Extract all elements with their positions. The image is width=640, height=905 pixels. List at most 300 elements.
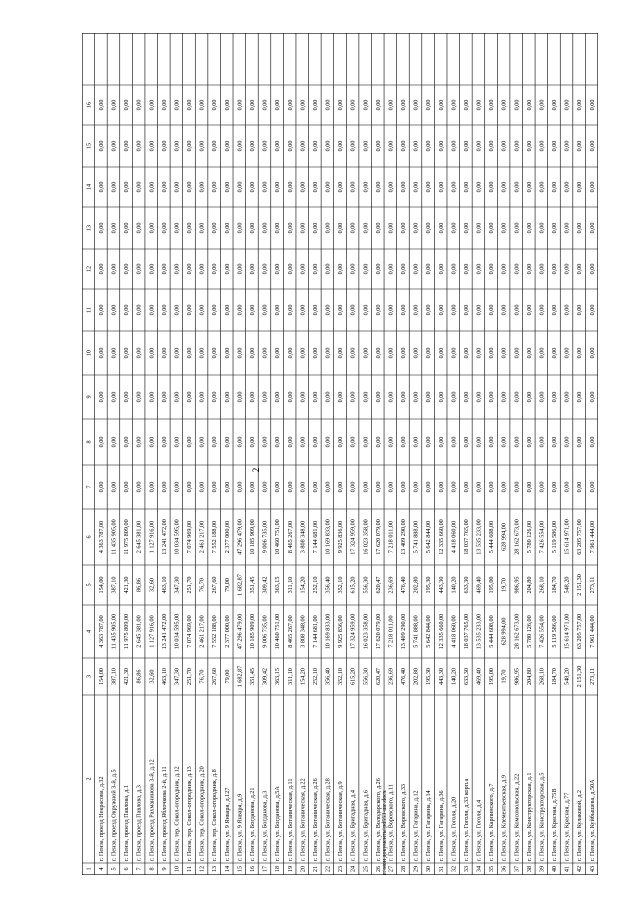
table-cell: 0,00 (551, 391, 559, 403)
table-cell: 0,00 (387, 263, 395, 275)
table-cell: 0,00 (349, 140, 357, 152)
table-cell: 0,00 (160, 436, 168, 448)
table-cell: 0,00 (110, 436, 118, 448)
table-cell: 0,00 (374, 436, 382, 448)
table-cell: 463,10 (160, 576, 168, 594)
table-cell: 0,00 (311, 181, 319, 193)
table-cell: 25 (362, 865, 370, 873)
address-cell: г. Пенза, ул. Ботаническая, д.22 (299, 778, 307, 861)
table-cell: 351,45 (249, 667, 257, 686)
table-cell: 0,00 (110, 99, 118, 111)
table-cell: 0,00 (362, 140, 370, 152)
table-cell: 0,00 (173, 436, 181, 448)
table-cell: 16 023 358,00 (362, 519, 370, 555)
table-cell: 34 (475, 865, 483, 873)
table-cell: 0,00 (236, 140, 244, 152)
table-cell: 13 241 472,00 (160, 519, 168, 555)
table-cell: 0,00 (249, 347, 257, 359)
table-cell: 0,00 (513, 436, 521, 448)
table-cell: 5 780 126,00 (525, 520, 533, 554)
address-cell: г. Пенза, ул. Воровского, д.11 (387, 784, 395, 861)
address-cell: г. Пенза, ул. Красная, д.77 (563, 792, 571, 861)
table-cell: 0,00 (400, 347, 408, 359)
table-cell: 356,40 (324, 667, 332, 686)
table-cell: 0,00 (223, 304, 231, 316)
table-cell: 0,00 (400, 140, 408, 152)
table-cell: 0,00 (249, 391, 257, 403)
header-cell: 13 (85, 224, 93, 232)
table-cell: 0,00 (374, 263, 382, 275)
table-cell: 0,00 (588, 304, 596, 316)
address-cell: г. Пенза, ул. Ботаническая, д.11 (286, 778, 294, 861)
table-cell: 0,00 (462, 391, 470, 403)
header-cell: 5 (85, 583, 93, 587)
table-cell: 0,00 (123, 391, 131, 403)
header-cell: 9 (85, 395, 93, 399)
table-cell: 0,00 (97, 222, 105, 234)
address-cell: г. Пенза, ул. Гагарина, д.12 (412, 790, 420, 861)
table-cell: 0,00 (160, 140, 168, 152)
table-cell: 0,00 (261, 304, 269, 316)
table-cell: 0,00 (198, 99, 206, 111)
table-cell: 0,00 (223, 391, 231, 403)
table-cell: 0,00 (186, 436, 194, 448)
table-cell: 0,00 (425, 347, 433, 359)
table-cell: 0,00 (513, 222, 521, 234)
table-cell: 0,00 (462, 181, 470, 193)
table-cell: 0,00 (387, 436, 395, 448)
table-cell: 0,00 (475, 222, 483, 234)
table-cell: 0,00 (160, 347, 168, 359)
table-cell: 0,00 (186, 140, 194, 152)
table-cell: 79,00 (223, 669, 231, 684)
table-cell: 0,00 (538, 222, 546, 234)
table-cell: 0,00 (400, 222, 408, 234)
table-cell: 268,10 (538, 576, 546, 594)
table-cell: 0,00 (286, 222, 294, 234)
table-cell: 0,00 (286, 347, 294, 359)
table-cell: 267,60 (211, 576, 219, 594)
table-cell: 28 162 673,00 (513, 519, 521, 555)
table-cell: 13 535 233,00 (475, 613, 483, 650)
table-cell: 0,00 (525, 181, 533, 193)
table-cell: 347,30 (173, 667, 181, 686)
table-cell: 0,00 (299, 436, 307, 448)
table-cell: 421,30 (123, 667, 131, 686)
table-cell: 0,00 (425, 181, 433, 193)
table-cell: 0,00 (261, 481, 269, 493)
table-cell: 0,00 (286, 263, 294, 275)
table-cell: 76,70 (198, 669, 206, 684)
table-cell: 443,30 (437, 576, 445, 594)
table-cell: 0,00 (488, 436, 496, 448)
table-cell: 0,00 (311, 391, 319, 403)
table-cell: 0,00 (337, 304, 345, 316)
table-cell: 0,00 (437, 222, 445, 234)
table-cell: 0,00 (299, 391, 307, 403)
table-cell: 0,00 (563, 347, 571, 359)
table-cell: 443,30 (437, 667, 445, 686)
header-cell: 10 (85, 349, 93, 357)
table-cell: 0,00 (374, 140, 382, 152)
table-cell: 7 (135, 867, 143, 871)
table-cell: 273,11 (588, 668, 596, 685)
table-cell: 0,00 (551, 99, 559, 111)
table-cell: 0,00 (110, 481, 118, 493)
table-cell: 0,00 (475, 481, 483, 493)
address-cell: г. Пенза, ул. Володарского, д.26 (374, 778, 382, 861)
table-cell: 0,00 (412, 181, 420, 193)
table-cell: 0,00 (576, 304, 584, 316)
table-cell: 5 741 888,00 (412, 520, 420, 554)
table-cell: 363,15 (274, 576, 282, 594)
table-cell: 0,00 (425, 140, 433, 152)
table-cell: 3 808 348,00 (299, 615, 307, 648)
table-cell: 0,00 (135, 391, 143, 403)
table-cell: 15 (236, 865, 244, 873)
table-cell: 10 185 909,00 (249, 613, 257, 650)
table-cell: 0,00 (110, 347, 118, 359)
table-cell: 0,00 (236, 181, 244, 193)
table-cell: 2 461 217,00 (198, 520, 206, 554)
table-cell: 0,00 (97, 181, 105, 193)
table-cell: 0,00 (123, 347, 131, 359)
table-cell: 0,00 (387, 481, 395, 493)
table-cell: 0,00 (286, 304, 294, 316)
address-cell: г. Пенза, ул. Богданова, д.21 (249, 787, 257, 861)
table-cell: 0,00 (198, 181, 206, 193)
table-cell: 0,00 (299, 263, 307, 275)
table-cell: 20 (299, 865, 307, 873)
table-cell: 0,00 (374, 99, 382, 111)
table-cell: 0,00 (563, 222, 571, 234)
table-cell: 0,00 (286, 181, 294, 193)
table-cell: 17 (261, 865, 269, 873)
table-cell: 0,00 (551, 436, 559, 448)
table-cell: 7 074 969,00 (186, 520, 194, 554)
table-cell: 0,00 (223, 263, 231, 275)
header-cell: 6 (85, 535, 93, 539)
table-cell: 2 151,30 (576, 574, 584, 596)
table-cell: 0,00 (576, 181, 584, 193)
table-cell: 0,00 (148, 436, 156, 448)
address-cell: г. Пенза, ул. Бригадная, д.6 (362, 790, 370, 861)
table-cell: 0,00 (186, 222, 194, 234)
table-cell: 0,00 (261, 347, 269, 359)
table-cell: 0,00 (475, 436, 483, 448)
table-cell: 0,00 (538, 391, 546, 403)
table-cell: 0,00 (148, 481, 156, 493)
table-cell: 9 925 836,00 (337, 615, 345, 648)
table-cell: 28 (400, 865, 408, 873)
table-cell: 15 614 971,00 (563, 613, 571, 650)
table-cell: 0,00 (173, 140, 181, 152)
table-cell: 17 620 079,00 (374, 613, 382, 650)
table-cell: 0,00 (500, 391, 508, 403)
address-cell: г. Пенза, ул. Кулаковой, д.2 (576, 789, 584, 861)
table-cell: 1 682,87 (236, 665, 244, 688)
table-cell: 0,00 (462, 263, 470, 275)
table-cell: 351,45 (249, 576, 257, 594)
table-cell: 202,80 (412, 576, 420, 594)
table-cell: 26 (374, 865, 382, 873)
table-cell: 0,00 (349, 263, 357, 275)
table-cell: 421,30 (123, 576, 131, 594)
table-cell: 0,00 (135, 304, 143, 316)
table-cell: 3 808 348,00 (299, 520, 307, 554)
table-cell: 0,00 (173, 99, 181, 111)
table-cell: 0,00 (211, 436, 219, 448)
table-cell: 0,00 (400, 181, 408, 193)
table-cell: 0,00 (324, 263, 332, 275)
table-cell: 9 925 836,00 (337, 520, 345, 554)
table-cell: 0,00 (551, 347, 559, 359)
table-cell: 31 (437, 865, 445, 873)
table-cell: 140,20 (450, 576, 458, 594)
table-cell: 18 037 765,00 (462, 519, 470, 555)
table-cell: 0,00 (525, 347, 533, 359)
table-cell: 0,00 (299, 304, 307, 316)
table-cell: 0,00 (437, 181, 445, 193)
table-cell: 0,00 (274, 99, 282, 111)
header-cell: 2 (85, 777, 93, 781)
table-cell: 18 (274, 865, 282, 873)
table-cell: 0,00 (425, 391, 433, 403)
table-cell: 0,00 (173, 391, 181, 403)
table-cell: 0,00 (500, 222, 508, 234)
table-cell: 0,00 (576, 140, 584, 152)
table-cell: 0,00 (211, 99, 219, 111)
table-cell: 0,00 (135, 140, 143, 152)
table-cell: 615,20 (349, 576, 357, 594)
table-cell: 0,00 (160, 181, 168, 193)
table-cell: 11 435 905,00 (110, 613, 118, 650)
table-cell: 11 975 809,00 (123, 613, 131, 650)
address-cell: г. Пенза, ул. Ботаническая, д.26 (311, 778, 319, 861)
table-cell: 0,00 (437, 263, 445, 275)
table-cell: 0,00 (450, 347, 458, 359)
table-cell: 0,00 (387, 222, 395, 234)
table-cell: 0,00 (110, 304, 118, 316)
table-cell: 5 444 608,00 (488, 615, 496, 648)
table-cell: 0,00 (223, 181, 231, 193)
table-cell: 0,00 (211, 347, 219, 359)
table-cell: 0,00 (576, 222, 584, 234)
table-cell: 0,00 (97, 481, 105, 493)
table-cell: 309,42 (261, 576, 269, 594)
address-cell: г. Пенза, тер. Сокол-огородник, д.20 (198, 766, 206, 861)
table-cell: 29 (412, 865, 420, 873)
table-cell: 0,00 (123, 222, 131, 234)
table-cell: 0,00 (362, 391, 370, 403)
table-cell: 0,00 (173, 481, 181, 493)
table-cell: 0,00 (412, 347, 420, 359)
table-cell: 0,00 (488, 140, 496, 152)
table-cell: 0,00 (324, 347, 332, 359)
table-cell: 32 (450, 865, 458, 873)
table-cell: 469,40 (475, 667, 483, 686)
table-cell: 7 426 554,00 (538, 520, 546, 554)
table-cell: 0,00 (488, 481, 496, 493)
table-cell: 195,30 (425, 667, 433, 686)
table-cell: 0,00 (488, 263, 496, 275)
table-cell: 0,00 (236, 481, 244, 493)
table-cell: 0,00 (311, 263, 319, 275)
table-cell: 267,60 (211, 667, 219, 686)
table-cell: 0,00 (525, 263, 533, 275)
table-cell: 620,47 (374, 576, 382, 594)
table-cell: 6 (123, 867, 131, 871)
table-cell: 0,00 (249, 481, 257, 493)
table-cell: 0,00 (513, 181, 521, 193)
table-cell: 0,00 (349, 222, 357, 234)
table-cell: 0,00 (299, 140, 307, 152)
table-cell: 387,10 (110, 667, 118, 686)
table-cell: 0,00 (400, 436, 408, 448)
address-cell: г. Пенза, ул. Куйбышева, д.50А (588, 779, 596, 861)
table-cell: 476,40 (400, 576, 408, 594)
table-cell: 0,00 (563, 436, 571, 448)
table-cell: 252,10 (311, 576, 319, 594)
table-cell: 0,00 (462, 222, 470, 234)
table-cell: 5 119 586,00 (551, 520, 559, 554)
address-cell: г. Пенза, ул. 9 Января, д.9 (236, 793, 244, 861)
table-cell: 0,00 (349, 347, 357, 359)
table-cell: 0,00 (374, 347, 382, 359)
table-cell: 0,00 (198, 222, 206, 234)
table-cell: 7 074 969,00 (186, 615, 194, 648)
table-cell: 7 961 444,00 (588, 520, 596, 554)
table-cell: 0,00 (110, 181, 118, 193)
table-cell: 0,00 (236, 99, 244, 111)
table-cell: 0,00 (437, 347, 445, 359)
address-cell: г. Пенза, проезд Рахманинова 3-й, д.12 (148, 759, 156, 861)
address-cell: г. Пенза, тер. Сокол-огородник, д.12 (173, 766, 181, 861)
table-cell: 17 324 959,00 (349, 519, 357, 555)
table-cell: 0,00 (223, 140, 231, 152)
table-cell: 0,00 (274, 391, 282, 403)
address-cell: г. Пенза, ул. 9 Января, д.127 (223, 787, 231, 861)
table-cell: 0,00 (462, 304, 470, 316)
table-cell: 0,00 (450, 140, 458, 152)
table-cell: 7 961 444,00 (588, 615, 596, 648)
table-cell: 0,00 (576, 263, 584, 275)
table-cell: 7 218 011,00 (387, 520, 395, 554)
table-cell: 0,00 (135, 481, 143, 493)
table-cell: 633,30 (462, 576, 470, 594)
table-cell: 0,00 (576, 436, 584, 448)
table-cell: 0,00 (387, 140, 395, 152)
table-cell: 0,00 (223, 436, 231, 448)
table-cell: 0,00 (437, 436, 445, 448)
table-cell: 251,70 (186, 576, 194, 594)
table-cell: 0,00 (450, 222, 458, 234)
table-cell: 0,00 (97, 347, 105, 359)
table-cell: 47 296 479,00 (236, 519, 244, 555)
address-cell: г. Пенза, ул. Гагарина, д.36 (437, 790, 445, 861)
table-cell: 154,00 (97, 576, 105, 594)
table-cell: 7 552 188,00 (211, 520, 219, 554)
table-cell: 7 218 011,00 (387, 615, 395, 648)
table-cell: 251,70 (186, 667, 194, 686)
table-cell: 0,00 (500, 481, 508, 493)
table-cell: 0,00 (462, 347, 470, 359)
table-cell: 0,00 (148, 347, 156, 359)
table-cell: 311,10 (286, 668, 294, 685)
table-cell: 0,00 (425, 222, 433, 234)
table-cell: 0,00 (148, 391, 156, 403)
table-cell: 0,00 (299, 222, 307, 234)
table-cell: 0,00 (588, 263, 596, 275)
table-cell: 268,10 (538, 667, 546, 686)
table-cell: 0,00 (349, 99, 357, 111)
table-cell: 0,00 (538, 481, 546, 493)
table-cell: 0,00 (551, 222, 559, 234)
table-cell: 0,00 (211, 481, 219, 493)
table-cell: 0,00 (148, 304, 156, 316)
table-cell: 0,00 (186, 481, 194, 493)
table-cell: 140,20 (450, 667, 458, 686)
table-cell: 0,00 (450, 304, 458, 316)
table-cell: 0,00 (588, 222, 596, 234)
table-cell: 184,70 (551, 667, 559, 686)
table-cell: 0,00 (488, 181, 496, 193)
address-cell: г. Пенза, ул. Конструкторская, д.1 (525, 772, 533, 861)
table-cell: 0,00 (97, 436, 105, 448)
table-cell: 0,00 (525, 99, 533, 111)
table-cell: 11 (186, 866, 194, 872)
table-cell: 0,00 (412, 436, 420, 448)
table-cell: 0,00 (475, 140, 483, 152)
table-cell: 0,00 (211, 181, 219, 193)
table-cell: 0,00 (274, 222, 282, 234)
table-cell: 0,00 (236, 222, 244, 234)
table-cell: 0,00 (513, 263, 521, 275)
table-cell: 0,00 (425, 481, 433, 493)
table-cell: 0,00 (198, 391, 206, 403)
table-cell: 556,30 (362, 667, 370, 686)
table-cell: 0,00 (576, 391, 584, 403)
table-cell: 0,00 (274, 181, 282, 193)
table-cell: 0,00 (236, 263, 244, 275)
table-cell: 352,10 (337, 576, 345, 594)
table-cell: 0,00 (500, 140, 508, 152)
table-cell: 0,00 (211, 304, 219, 316)
table-cell: 0,00 (236, 304, 244, 316)
address-cell: г. Пенза, ул. Карпинского, д.7 (488, 783, 496, 861)
table-cell: 0,00 (462, 481, 470, 493)
address-cell: г. Пенза, тер. Сокол-огородник, д.13 (186, 766, 194, 861)
table-cell: 0,00 (173, 263, 181, 275)
table-cell: 548,20 (563, 576, 571, 594)
table-cell: 0,00 (362, 436, 370, 448)
rotated-data-table (82, 33, 598, 875)
table-cell: 2 377 000,00 (223, 615, 231, 648)
table-cell: 0,00 (249, 436, 257, 448)
table-cell: 0,00 (450, 263, 458, 275)
table-cell: 352,10 (337, 667, 345, 686)
table-cell: 8 (148, 867, 156, 871)
table-cell: 463,10 (160, 667, 168, 686)
table-cell: 0,00 (186, 304, 194, 316)
table-cell: 33 (462, 865, 470, 873)
table-cell: 0,00 (236, 391, 244, 403)
table-cell: 10 185 909,00 (249, 519, 257, 555)
table-cell: 0,00 (135, 181, 143, 193)
table-cell: 0,00 (211, 140, 219, 152)
table-border (82, 33, 597, 874)
table-cell: 2 645 381,00 (135, 615, 143, 648)
